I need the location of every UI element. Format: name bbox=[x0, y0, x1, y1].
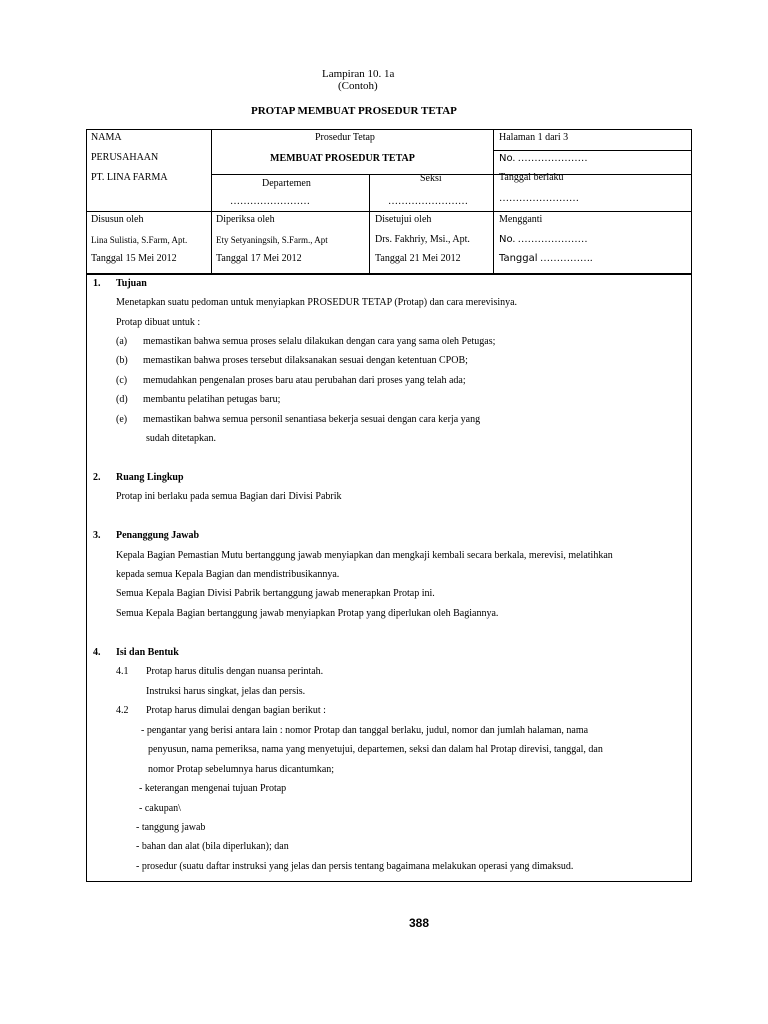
subsection-4-2-item: nomor Protap sebelumnya harus dicantumkan; bbox=[148, 764, 335, 775]
subsection-4-2-item: penyusun, nama pemeriksa, nama yang menyetujui, departemen, seksi dan dalam hal Protap direvisi, tanggal, dan bbox=[148, 744, 603, 755]
subsection-4-2-item: - bahan dan alat (bila diperlukan); dan bbox=[136, 841, 289, 852]
section-1-paragraph: Menetapkan suatu pedoman untuk menyiapkan PROSEDUR TETAP (Protap) dan cara merevisinya. bbox=[116, 297, 518, 308]
list-item-mark: (b) bbox=[116, 355, 128, 366]
checked-by-name: Ety Setyaningsih, S.Farm., Apt bbox=[216, 235, 328, 245]
list-item-mark: (a) bbox=[116, 336, 128, 347]
number-value: . ………………… bbox=[512, 153, 588, 164]
subsection-4-2-item: - keterangan mengenai tujuan Protap bbox=[139, 783, 287, 794]
document-title: PROTAP MEMBUAT PROSEDUR TETAP bbox=[251, 105, 457, 117]
number-field bbox=[499, 153, 588, 165]
list-item-mark: (d) bbox=[116, 394, 128, 405]
subsection-4-2-line: Protap harus dimulai dengan bagian berikut : bbox=[146, 705, 326, 716]
section-4-heading: Isi dan Bentuk bbox=[116, 647, 179, 658]
section-1-number: 1. bbox=[93, 278, 101, 289]
replaces-label: Mengganti bbox=[499, 214, 543, 225]
procedure-type: Prosedur Tetap bbox=[315, 132, 375, 143]
approved-by-name: Drs. Fakhriy, Msi., Apt. bbox=[375, 234, 470, 245]
section-1-heading: Tujuan bbox=[116, 278, 147, 289]
section-3-heading: Penanggung Jawab bbox=[116, 530, 200, 541]
section-3-line-2: kepada semua Kepala Bagian dan mendistribusikannya. bbox=[116, 569, 340, 580]
subsection-4-2-item: - tanggung jawab bbox=[136, 822, 206, 833]
checked-by-label: Diperiksa oleh bbox=[216, 214, 275, 225]
subsection-4-1-line-2: Instruksi harus singkat, jelas dan persis. bbox=[146, 686, 306, 697]
list-item-mark: (c) bbox=[116, 375, 128, 386]
list-item: memastikan bahwa proses tersebut dilaksanakan sesuai dengan ketentuan CPOB; bbox=[143, 355, 468, 366]
list-item: memastikan bahwa semua personil senantiasa bekerja sesuai dengan cara kerja yang bbox=[143, 414, 481, 425]
prepared-by-name: Lina Sulistia, S.Farm, Apt. bbox=[91, 235, 188, 245]
list-item: memastikan bahwa semua proses selalu dilakukan dengan cara yang sama oleh Petugas; bbox=[143, 336, 496, 347]
list-item: memudahkan pengenalan proses baru atau perubahan dari proses yang telah ada; bbox=[143, 375, 466, 386]
checked-date: Tanggal 17 Mei 2012 bbox=[216, 253, 302, 264]
example-label: (Contoh) bbox=[338, 80, 378, 92]
section-2-number: 2. bbox=[93, 472, 101, 483]
subsection-4-2-number: 4.2 bbox=[116, 705, 129, 716]
approved-date: Tanggal 21 Mei 2012 bbox=[375, 253, 461, 264]
list-item-continuation: sudah ditetapkan. bbox=[146, 433, 216, 444]
approved-by-label: Disetujui oleh bbox=[375, 214, 432, 225]
appendix-label: Lampiran 10. 1a bbox=[322, 68, 395, 80]
company-label: PERUSAHAAN bbox=[91, 152, 159, 163]
section-1-intro: Protap dibuat untuk : bbox=[116, 317, 201, 328]
department-label: Departemen bbox=[262, 178, 311, 189]
procedure-title: MEMBUAT PROSEDUR TETAP bbox=[270, 153, 415, 164]
section-3-line-3: Semua Kepala Bagian Divisi Pabrik bertanggung jawab menerapkan Protap ini. bbox=[116, 588, 435, 599]
subsection-4-2-item: - cakupan\ bbox=[139, 803, 181, 814]
section-2-heading: Ruang Lingkup bbox=[116, 472, 184, 483]
page-number: 388 bbox=[409, 916, 430, 930]
subsection-4-2-item: - prosedur (suatu daftar instruksi yang jelas dan persis tentang bagaimana melakukan operasi yang dimaksud. bbox=[136, 861, 574, 872]
prepared-by-label: Disusun oleh bbox=[91, 214, 144, 225]
subsection-4-2-item: - pengantar yang berisi antara lain : nomor Protap dan tanggal berlaku, judul, nomor dan jumlah halaman, nama bbox=[141, 725, 589, 736]
number-label: No bbox=[499, 153, 513, 164]
subsection-4-1-number: 4.1 bbox=[116, 666, 129, 677]
effective-date-label: Tanggal berlaku bbox=[499, 172, 564, 183]
replaces-number: No. ………………… bbox=[499, 234, 588, 245]
list-item: membantu pelatihan petugas baru; bbox=[143, 394, 281, 405]
section-value: …………………… bbox=[388, 196, 468, 207]
replaces-date: Tanggal ……………. bbox=[499, 253, 593, 264]
prepared-date: Tanggal 15 Mei 2012 bbox=[91, 253, 177, 264]
section-4-number: 4. bbox=[93, 647, 101, 658]
subsection-4-1-line-1: Protap harus ditulis dengan nuansa perintah. bbox=[146, 666, 324, 677]
company-name: PT. LINA FARMA bbox=[91, 172, 168, 183]
department-value: …………………… bbox=[230, 196, 310, 207]
section-3-number: 3. bbox=[93, 530, 101, 541]
list-item-mark: (e) bbox=[116, 414, 128, 425]
section-3-line-4: Semua Kepala Bagian bertanggung jawab menyiapkan Protap yang diperlukan oleh Bagiannya. bbox=[116, 608, 499, 619]
section-label: Seksi bbox=[420, 173, 442, 184]
section-3-line-1: Kepala Bagian Pemastian Mutu bertanggung jawab menyiapkan dan mengkaji kembali secara berkala, merevisi, melatihkan bbox=[116, 550, 613, 561]
section-2-paragraph: Protap ini berlaku pada semua Bagian dari Divisi Pabrik bbox=[116, 491, 342, 502]
name-label: NAMA bbox=[91, 132, 122, 143]
effective-date-value: …………………… bbox=[499, 193, 579, 204]
page-count: Halaman 1 dari 3 bbox=[499, 132, 569, 143]
